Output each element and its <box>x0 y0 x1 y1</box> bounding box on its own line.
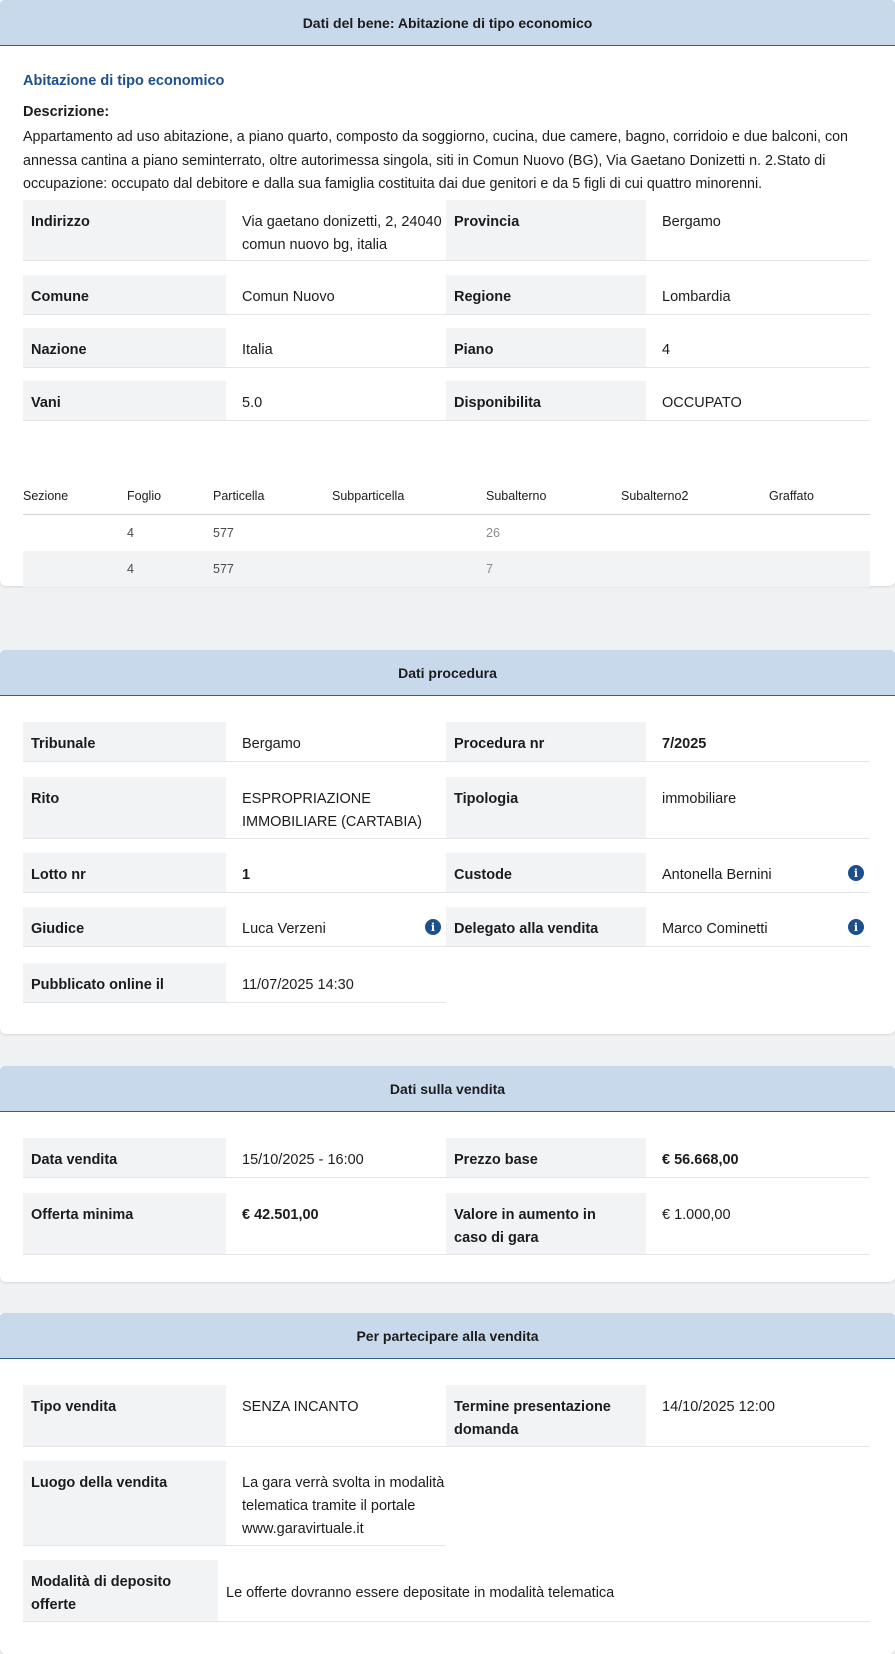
indirizzo-value: Via gaetano donizetti, 2, 24040 comun nuovo bg, italia <box>226 200 446 261</box>
valore-aumento-label: Valore in aumento in caso di gara <box>446 1193 646 1255</box>
lotto-value: 1 <box>226 853 446 893</box>
table-row <box>23 551 870 587</box>
dati-vendita-card <box>0 1066 895 1282</box>
comune-value: Comun Nuovo <box>226 275 446 315</box>
tipo-vendita-value: SENZA INCANTO <box>226 1385 446 1447</box>
tribunale-value: Bergamo <box>226 722 446 762</box>
valore-aumento-value: € 1.000,00 <box>646 1193 870 1255</box>
cell-foglio: 4 <box>127 526 134 540</box>
pubblicato-value: 11/07/2025 14:30 <box>226 963 446 1003</box>
provincia-value: Bergamo <box>646 200 870 261</box>
row-rito <box>23 777 870 839</box>
description-label: Descrizione: <box>23 104 110 120</box>
col-subparticella: Subparticella <box>332 489 405 503</box>
luogo-label: Luogo della vendita <box>23 1461 226 1546</box>
data-vendita-value: 15/10/2025 - 16:00 <box>226 1138 446 1178</box>
dati-vendita-header: Dati sulla vendita <box>0 1066 895 1112</box>
row-deposito <box>23 1560 870 1622</box>
tribunale-label: Tribunale <box>23 722 226 762</box>
table-row <box>23 515 870 551</box>
delegato-label: Delegato alla vendita <box>446 907 646 947</box>
row-offerta <box>23 1193 870 1255</box>
row-data-vendita <box>23 1138 870 1178</box>
data-vendita-label: Data vendita <box>23 1138 226 1178</box>
nazione-label: Nazione <box>23 328 226 368</box>
col-sezione: Sezione <box>23 489 69 503</box>
cell-particella: 577 <box>213 562 234 576</box>
row-tipo-vendita <box>23 1385 870 1447</box>
regione-value: Lombardia <box>646 275 870 315</box>
col-graffato: Graffato <box>769 489 814 503</box>
rito-label: Rito <box>23 777 226 839</box>
disponibilita-value: OCCUPATO <box>646 381 870 421</box>
prezzo-base-label: Prezzo base <box>446 1138 646 1178</box>
description-text: Appartamento ad uso abitazione, a piano quarto, composto da soggiorno, cucina, due camere, bagno, corridoio e due balconi, con annessa cantina a piano seminterrato, oltre autorimessa singola, siti in Comun Nuovo (BG), Via Gaetano Donizetti n. 2.Stato di occupazione: occupato dal debitore e dalla sua famiglia costituita dai due genitori e da 5 figli di cui quattro minorenni. <box>23 129 848 192</box>
procedura-nr-value: 7/2025 <box>646 722 870 762</box>
cell-foglio: 4 <box>127 562 134 576</box>
dati-procedura-card <box>0 650 895 1034</box>
tipologia-label: Tipologia <box>446 777 646 839</box>
tipo-vendita-label: Tipo vendita <box>23 1385 226 1447</box>
custode-info-icon[interactable]: i <box>848 865 864 881</box>
partecipare-card <box>0 1313 895 1654</box>
provincia-label: Provincia <box>446 200 646 261</box>
deposito-label: Modalità di deposito offerte <box>23 1560 218 1622</box>
vani-value: 5.0 <box>226 381 446 421</box>
custode-label: Custode <box>446 853 646 893</box>
nazione-value: Italia <box>226 328 446 368</box>
row-lotto <box>23 853 870 893</box>
dati-bene-card <box>0 0 895 586</box>
catasto-header-row <box>23 478 870 515</box>
col-particella: Particella <box>213 489 265 503</box>
giudice-value: Luca Verzeni <box>226 907 446 947</box>
termine-label: Termine presentazione domanda <box>446 1385 646 1447</box>
row-indirizzo <box>23 200 870 261</box>
row-nazione <box>23 328 870 368</box>
deposito-value: Le offerte dovranno essere depositate in modalità telematica <box>218 1560 870 1622</box>
row-tribunale <box>23 722 870 762</box>
dati-bene-header: Dati del bene: Abitazione di tipo economico <box>0 0 895 46</box>
lotto-label: Lotto nr <box>23 853 226 893</box>
tipologia-value: immobiliare <box>646 777 870 839</box>
cell-particella: 577 <box>213 526 234 540</box>
col-subalterno2: Subalterno2 <box>621 489 689 503</box>
col-foglio: Foglio <box>127 489 162 503</box>
custode-value: Antonella Bernini <box>646 853 870 893</box>
indirizzo-label: Indirizzo <box>23 200 226 261</box>
offerta-minima-value: € 42.501,00 <box>226 1193 446 1255</box>
piano-value: 4 <box>646 328 870 368</box>
vani-label: Vani <box>23 381 226 421</box>
delegato-info-icon[interactable]: i <box>848 919 864 935</box>
disponibilita-label: Disponibilita <box>446 381 646 421</box>
giudice-info-icon[interactable]: i <box>425 919 441 935</box>
prezzo-base-value: € 56.668,00 <box>646 1138 870 1178</box>
rito-value: ESPROPRIAZIONE IMMOBILIARE (CARTABIA) <box>226 777 446 839</box>
dati-procedura-header: Dati procedura <box>0 650 895 696</box>
pubblicato-label: Pubblicato online il <box>23 963 226 1003</box>
procedura-nr-label: Procedura nr <box>446 722 646 762</box>
row-vani <box>23 381 870 421</box>
piano-label: Piano <box>446 328 646 368</box>
col-subalterno: Subalterno <box>486 489 547 503</box>
row-pubblicato <box>23 963 870 1003</box>
luogo-value: La gara verrà svolta in modalità telematica tramite il portale www.garavirtuale.it <box>226 1461 446 1546</box>
giudice-label: Giudice <box>23 907 226 947</box>
delegato-value: Marco Cominetti <box>646 907 870 947</box>
regione-label: Regione <box>446 275 646 315</box>
cell-subalterno: 26 <box>486 526 500 540</box>
row-giudice <box>23 907 870 947</box>
termine-value: 14/10/2025 12:00 <box>646 1385 870 1447</box>
partecipare-header: Per partecipare alla vendita <box>0 1313 895 1359</box>
comune-label: Comune <box>23 275 226 315</box>
row-comune <box>23 275 870 315</box>
offerta-minima-label: Offerta minima <box>23 1193 226 1255</box>
bene-title: Abitazione di tipo economico <box>23 73 225 89</box>
row-luogo <box>23 1461 870 1546</box>
cell-subalterno: 7 <box>486 562 493 576</box>
